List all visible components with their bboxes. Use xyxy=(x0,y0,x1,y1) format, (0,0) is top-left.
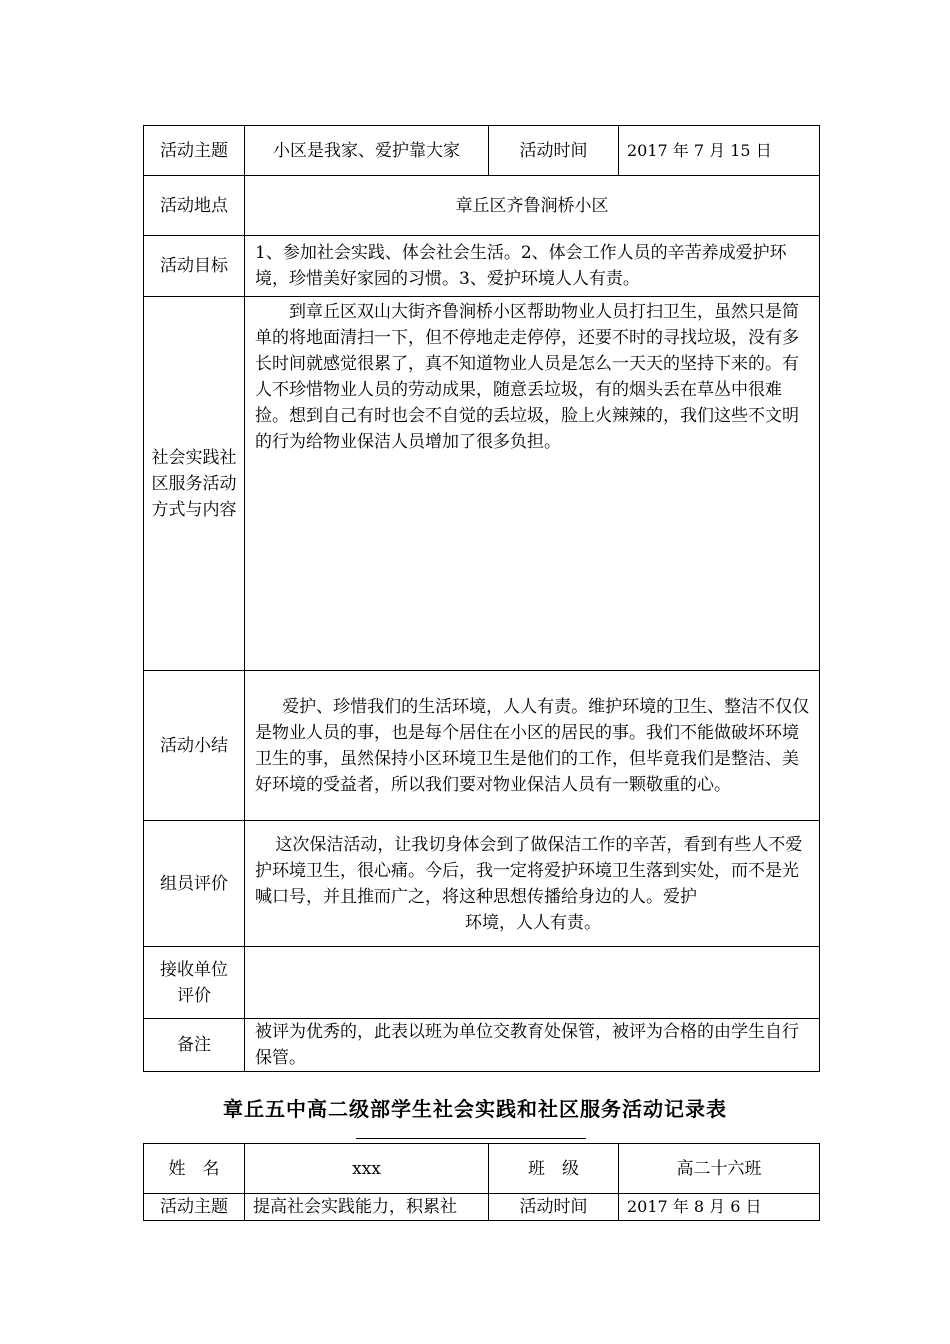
summary-value: 爱护、珍惜我们的生活环境，人人有责。维护环境的卫生、整洁不仅仅是物业人员的事，也是每个居住在小区的居民的事。我们不能做破坏环境卫生的事，虽然保持小区环境卫生是他们的工作，但毕竟我们是整洁、美好环境的受益者，所以我们要对物业保洁人员有一颗敬重的心。 xyxy=(245,671,820,821)
name-label: 姓 名 xyxy=(144,1144,245,1194)
theme-value-2: 提高社会实践能力，积累社 xyxy=(245,1194,489,1221)
eval-value-end: 环境，人人有责。 xyxy=(465,912,601,933)
row-name xyxy=(144,1144,820,1194)
place-value: 章丘区齐鲁涧桥小区 xyxy=(245,176,820,236)
time-value: 2017 年 7 月 15 日 xyxy=(619,126,820,176)
row-theme xyxy=(144,126,820,176)
time-value-2: 2017 年 8 月 6 日 xyxy=(619,1194,820,1221)
note-label: 备注 xyxy=(144,1019,245,1072)
time-label: 活动时间 xyxy=(489,126,619,176)
activity-record-table-1 xyxy=(143,125,820,1072)
theme-label: 活动主题 xyxy=(144,126,245,176)
goal-label: 活动目标 xyxy=(144,236,245,297)
activity-record-table-2 xyxy=(143,1143,820,1221)
place-label: 活动地点 xyxy=(144,176,245,236)
goal-value: 1、参加社会实践、体会社会生活。2、体会工作人员的辛苦养成爱护环境，珍惜美好家园的习惯。3、爱护环境人人有责。 xyxy=(245,236,820,297)
row-summary xyxy=(144,671,820,821)
eval-cell xyxy=(245,821,820,947)
row-goal xyxy=(144,236,820,297)
theme-value: 小区是我家、爱护靠大家 xyxy=(245,126,489,176)
row-theme-2 xyxy=(144,1194,820,1221)
row-note xyxy=(144,1019,820,1072)
theme-label-2: 活动主题 xyxy=(144,1194,245,1221)
row-unit xyxy=(144,947,820,1019)
note-value: 被评为优秀的，此表以班为单位交教育处保管，被评为合格的由学生自行保管。 xyxy=(245,1019,820,1072)
time-label-2: 活动时间 xyxy=(489,1194,619,1221)
title-underline xyxy=(356,1138,586,1139)
content-label: 社会实践社区服务活动方式与内容 xyxy=(144,297,245,671)
class-value: 高二十六班 xyxy=(619,1144,820,1194)
class-label: 班 级 xyxy=(489,1144,619,1194)
row-eval xyxy=(144,821,820,947)
content-value: 到章丘区双山大街齐鲁涧桥小区帮助物业人员打扫卫生，虽然只是简单的将地面清扫一下，但不停地走走停停，还要不时的寻找垃圾，没有多长时间就感觉很累了，真不知道物业人员是怎么一天天的坚持下来的。有人不珍惜物业人员的劳动成果，随意丢垃圾，有的烟头丢在草丛中很难捡。想到自己有时也会不自觉的丢垃圾，脸上火辣辣的，我们这些不文明的行为给物业保洁人员增加了很多负担。 xyxy=(245,297,820,671)
unit-value xyxy=(245,947,820,1019)
eval-value: 这次保洁活动，让我切身体会到了做保洁工作的辛苦，看到有些人不爱护环境卫生，很心痛。今后，我一定将爱护环境卫生落到实处，而不是光喊口号，并且推而广之，将这种思想传播给身边的人。爱护 xyxy=(255,834,803,907)
eval-label: 组员评价 xyxy=(144,821,245,947)
row-content xyxy=(144,297,820,671)
unit-label: 接收单位评价 xyxy=(144,947,245,1019)
summary-label: 活动小结 xyxy=(144,671,245,821)
record-table-title: 章丘五中高二级部学生社会实践和社区服务活动记录表 xyxy=(223,1097,727,1121)
name-value: xxx xyxy=(245,1144,489,1194)
row-place xyxy=(144,176,820,236)
